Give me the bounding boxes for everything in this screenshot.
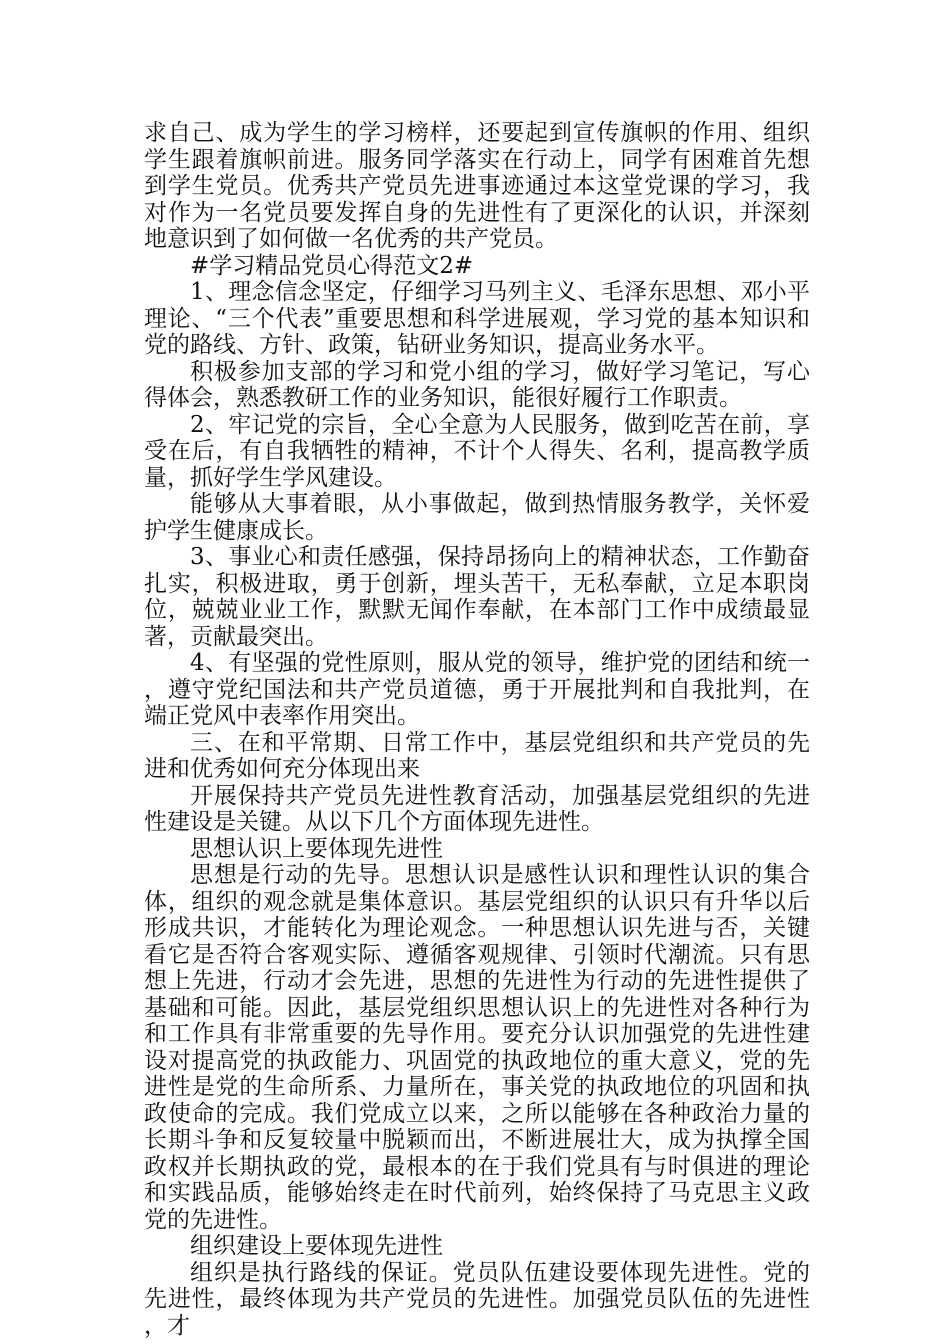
paragraph: 求自己、成为学生的学习榜样，还要起到宣传旗帜的作用、组织学生跟着旗帜前进。服务同学落实在行动上，同学有困难首先想到学生党员。优秀共产党员先进事迹通过本这堂党课的学习，我对作为一名党员要发挥自身的先进性有了更深化的认识，并深刻地意识到了如何做一名优秀的共产党员。 (144, 120, 810, 252)
paragraph: 2、牢记党的宗旨，全心全意为人民服务，做到吃苦在前，享受在后，有自我牺牲的精神，不计个人得失、名利，提高教学质量，抓好学生学风建设。 (144, 411, 810, 491)
paragraph: 思想是行动的先导。思想认识是感性认识和理性认识的集合体，组织的观念就是集体意识。基层党组织的认识只有升华以后形成共识，才能转化为理论观念。一种思想认识先进与否，关键看它是否符合客观实际、遵循客观规律、引领时代潮流。只有思想上先进，行动才会先进，思想的先进性为行动的先进性提供了基础和可能。因此，基层党组织思想认识上的先进性对各种行为和工作具有非常重要的先导作用。要充分认识加强党的先进性建设对提高党的执政能力、巩固党的执政地位的重大意义，党的先进性是党的生命所系、力量所在，事关党的执政地位的巩固和执政使命的完成。我们党成立以来，之所以能够在各种政治力量的长期斗争和反复较量中脱颖而出，不断进展壮大，成为执撑全国政权并长期执政的党，最根本的在于我们党具有与时俱进的理论和实践品质，能够始终走在时代前列，始终保持了马克思主义政党的先进性。 (144, 862, 810, 1233)
paragraph: 积极参加支部的学习和党小组的学习，做好学习笔记，写心得体会，熟悉教研工作的业务知识，能很好履行工作职责。 (144, 358, 810, 411)
section-heading: #学习精品党员心得范文2# (190, 252, 474, 279)
document-body (144, 120, 810, 1339)
paragraph: 4、有坚强的党性原则，服从党的领导，维护党的团结和统一，遵守党纪国法和共产党员道德，勇于开展批判和自我批判，在端正党风中表率作用突出。 (144, 650, 810, 729)
subsection-heading: 思想认识上要体现先进性 (190, 835, 443, 862)
paragraph: 能够从大事着眼，从小事做起，做到热情服务教学，关怀爱护学生健康成长。 (144, 491, 810, 544)
paragraph: 1、理念信念坚定，仔细学习马列主义、毛泽东思想、邓小平理论、“三个代表”重要思想和科学进展观，学习党的基本知识和党的路线、方针、政策，钻研业务知识，提高业务水平。 (144, 279, 810, 358)
paragraph: 开展保持共产党员先进性教育活动，加强基层党组织的先进性建设是关键。从以下几个方面体现先进性。 (144, 782, 810, 835)
paragraph: 组织是执行路线的保证。党员队伍建设要体现先进性。党的先进性，最终体现为共产党员的先进性。加强党员队伍的先进性，才 (144, 1259, 810, 1339)
paragraph: 三、在和平常期、日常工作中，基层党组织和共产党员的先进和优秀如何充分体现出来 (144, 729, 810, 782)
subsection-heading: 组织建设上要体现先进性 (190, 1233, 443, 1259)
paragraph: 3、事业心和责任感强，保持昂扬向上的精神状态，工作勤奋扎实，积极进取，勇于创新，埋头苦干，无私奉献，立足本职岗位，兢兢业业工作，默默无闻作奉献，在本部门工作中成绩最显著，贡献最突出。 (144, 544, 810, 650)
